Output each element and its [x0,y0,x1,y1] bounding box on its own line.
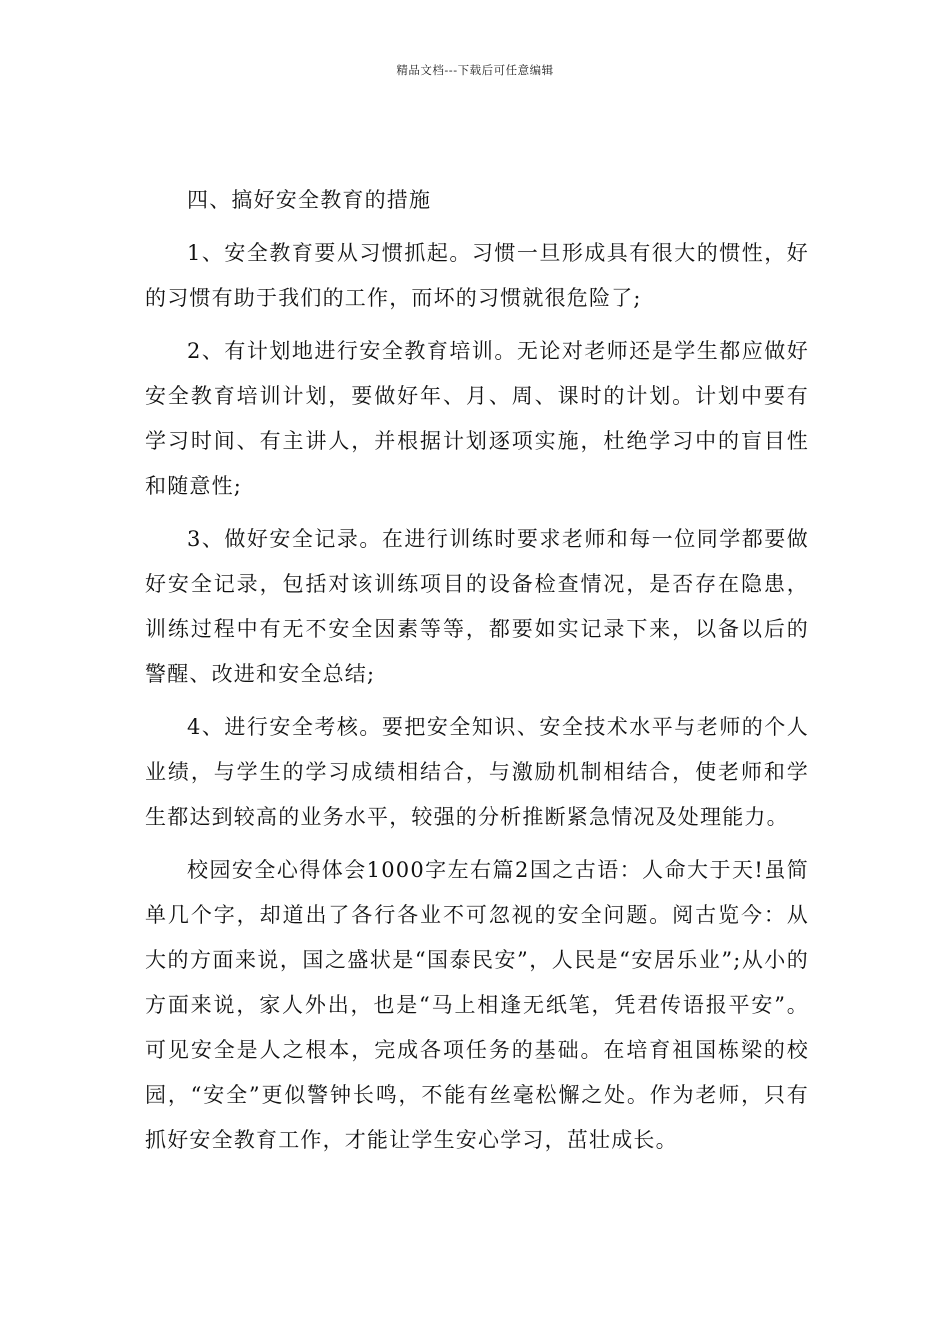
paragraph-5: 校园安全心得体会1000字左右篇2国之古语：人命大于天!虽简单几个字，却道出了各行各业不可忽视的安全问题。阅古览今：从大的方面来说，国之盛状是“国泰民安”，人民是“安居乐业”;从小的方面来说，家人外出，也是“马上相逢无纸笔，凭君传语报平安”。可见安全是人之根本，完成各项任务的基础。在培育祖国栋梁的校园，“安全”更似警钟长鸣，不能有丝毫松懈之处。作为老师，只有抓好安全教育工作，才能让学生安心学习，茁壮成长。 [145,858,809,1152]
section-heading: 四、搞好安全教育的措施 [187,188,432,212]
paragraph-3: 3、做好安全记录。在进行训练时要求老师和每一位同学都要做好安全记录，包括对该训练项目的设备检查情况，是否存在隐患，训练过程中有无不安全因素等等，都要如实记录下来，以备以后的警醒、改进和安全总结; [145,527,809,686]
paragraph-2: 2、有计划地进行安全教育培训。无论对老师还是学生都应做好安全教育培训计划，要做好年、月、周、课时的计划。计划中要有学习时间、有主讲人，并根据计划逐项实施，杜绝学习中的盲目性和随意性; [145,339,809,498]
document-body [145,178,809,1163]
paragraph-1: 1、安全教育要从习惯抓起。习惯一旦形成具有很大的惯性，好的习惯有助于我们的工作，而坏的习惯就很危险了; [145,241,809,310]
paragraph-4: 4、进行安全考核。要把安全知识、安全技术水平与老师的个人业绩，与学生的学习成绩相结合，与激励机制相结合，使老师和学生都达到较高的业务水平，较强的分析推断紧急情况及处理能力。 [145,715,809,829]
page-header: 精品文档---下载后可任意编辑 [396,63,554,77]
